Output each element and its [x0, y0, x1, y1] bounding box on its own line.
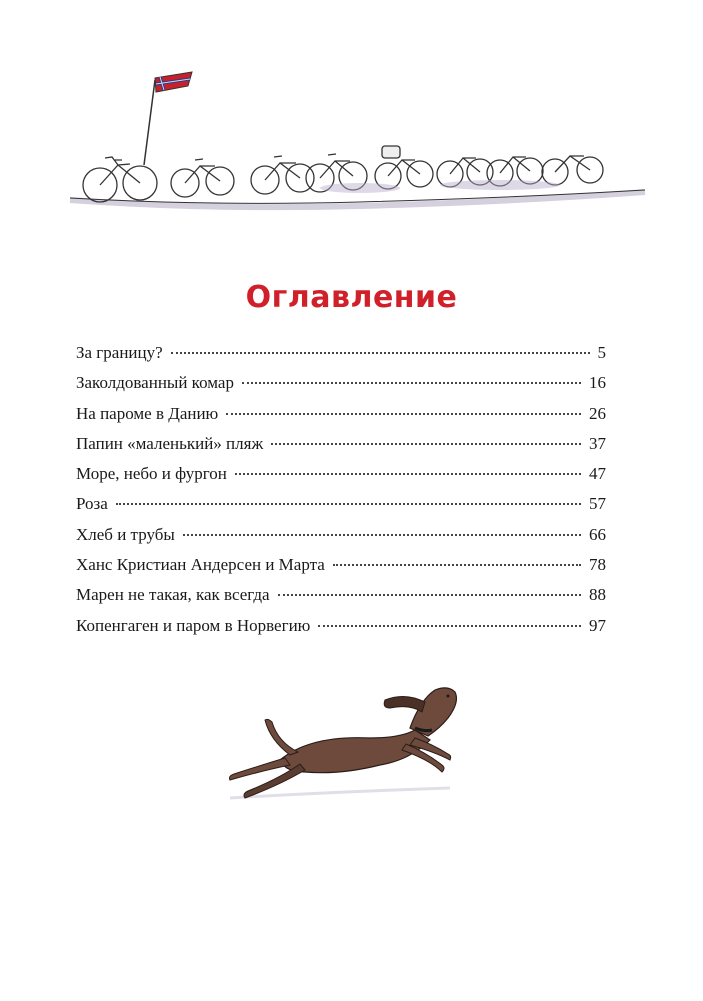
toc-entry	[76, 373, 606, 403]
toc-entry	[76, 404, 606, 434]
toc-entry-page: 37	[589, 433, 606, 453]
toc-entry-page: 5	[597, 343, 606, 362]
toc-entry-page: 66	[589, 524, 606, 544]
toc-entry	[76, 434, 606, 464]
toc-entry-title: За границу?	[76, 343, 163, 362]
toc-entry	[76, 464, 606, 494]
toc-leader-dots	[278, 594, 581, 596]
toc-entry	[76, 555, 606, 585]
toc-entry-page: 16	[589, 373, 606, 393]
toc-entry-title: Роза	[76, 494, 108, 514]
toc-entry-title: Марен не такая, как всегда	[76, 585, 270, 605]
toc-entry-page: 57	[589, 494, 606, 514]
page-title: Оглавление	[245, 280, 458, 315]
toc-entry-page: 47	[589, 464, 606, 484]
toc-leader-dots	[242, 382, 581, 384]
toc-leader-dots	[226, 413, 581, 415]
table-of-contents	[76, 343, 606, 646]
toc-leader-dots	[318, 625, 581, 627]
toc-entry-title: Заколдованный комар	[76, 373, 234, 393]
toc-entry	[76, 525, 606, 555]
toc-entry-page: 97	[589, 615, 606, 635]
toc-leader-dots	[333, 564, 581, 566]
toc-entry-title: На пароме в Данию	[76, 403, 219, 423]
bicycles-with-flag-illustration	[60, 60, 650, 220]
toc-entry	[76, 494, 606, 524]
toc-leader-dots	[183, 534, 581, 536]
toc-entry-title: Хлеб и трубы	[76, 524, 175, 544]
toc-leader-dots	[171, 352, 590, 354]
toc-leader-dots	[271, 443, 581, 445]
toc-entry-title: Море, небо и фургон	[76, 464, 227, 484]
toc-entry-page: 78	[589, 555, 606, 575]
toc-entry	[76, 616, 606, 646]
toc-leader-dots	[116, 503, 581, 505]
running-dog-illustration	[210, 680, 490, 810]
toc-entry-title: Папин «маленький» пляж	[76, 433, 264, 453]
toc-entry-title: Ханс Кристиан Андерсен и Марта	[76, 555, 325, 575]
toc-entry-page: 26	[589, 403, 606, 423]
toc-leader-dots	[235, 473, 581, 475]
toc-entry	[76, 585, 606, 615]
toc-entry	[76, 343, 606, 373]
toc-entry-page: 88	[589, 585, 606, 605]
toc-entry-title: Копенгаген и паром в Норвегию	[76, 615, 311, 635]
